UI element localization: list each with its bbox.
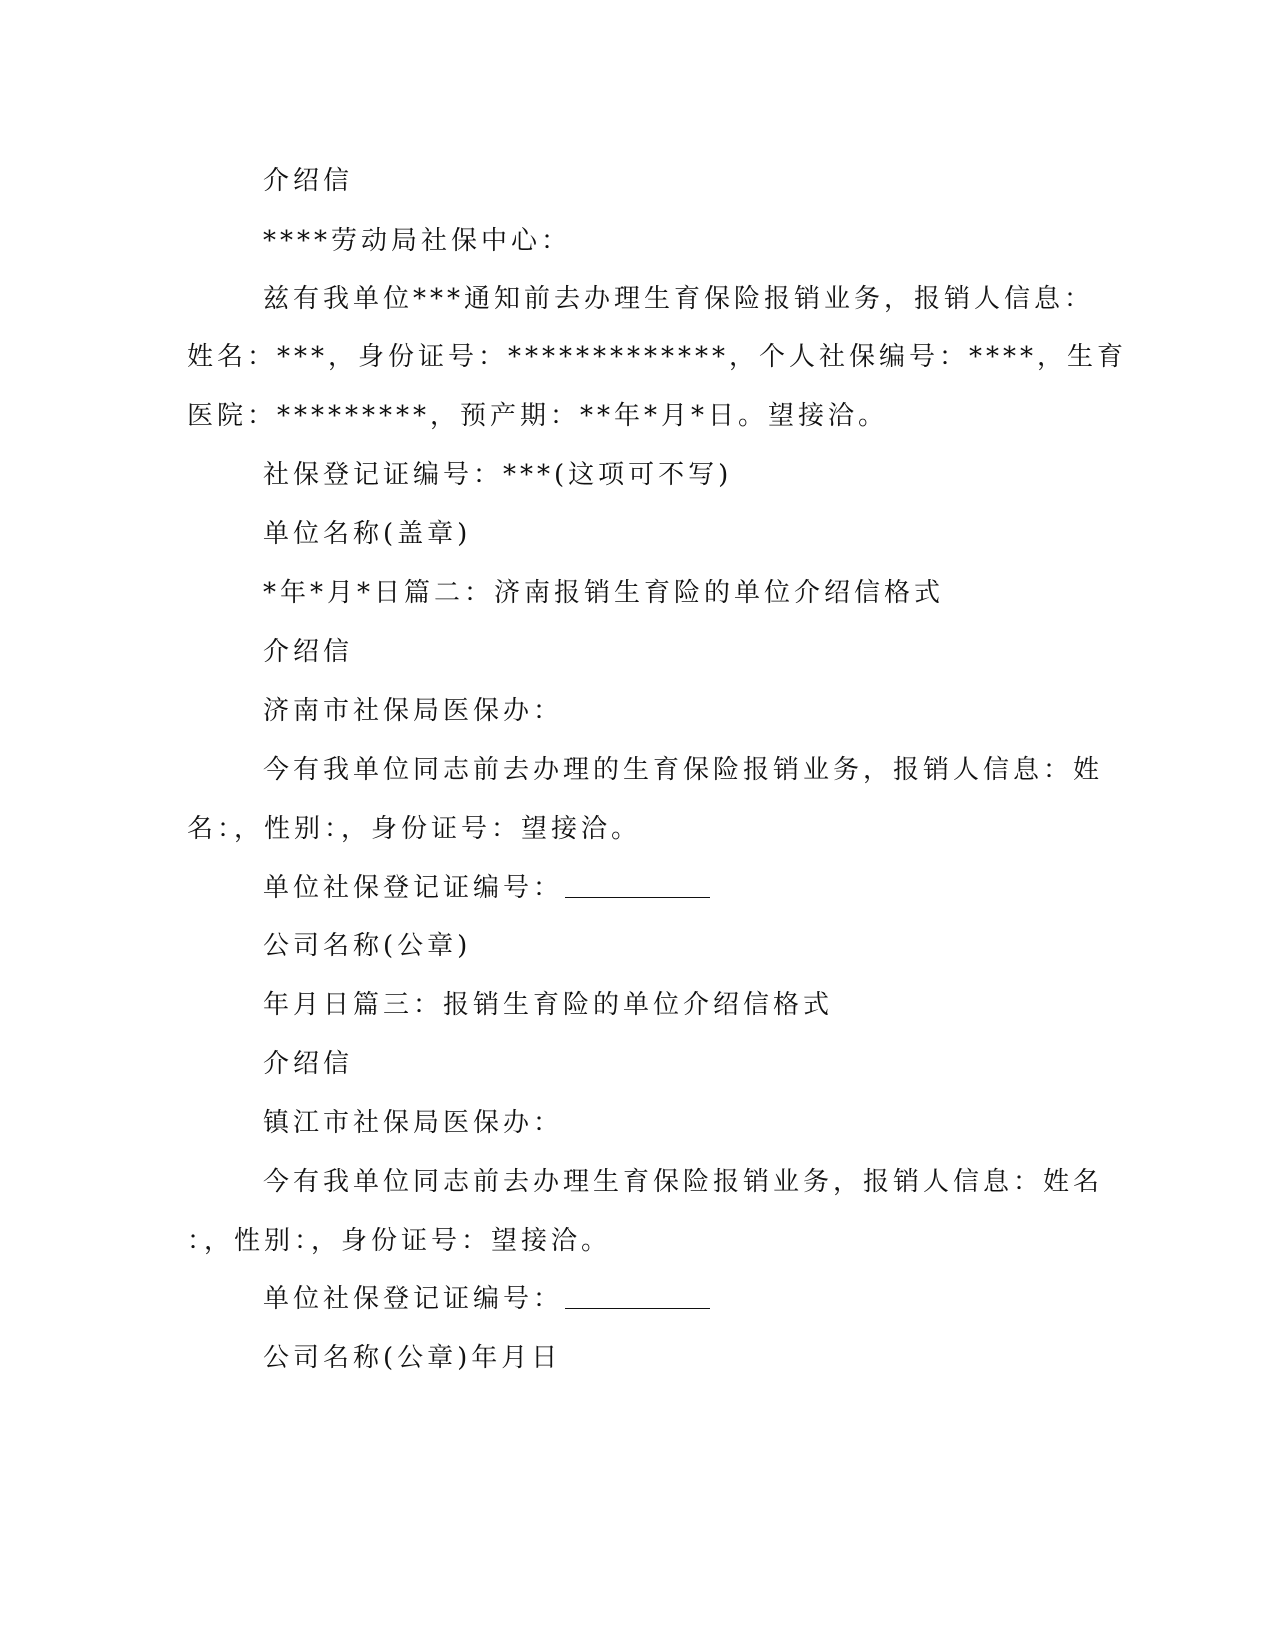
unit-name-1: 单位名称(盖章): [263, 519, 472, 549]
body-line: 今有我单位同志前去办理的生育保险报销业务，报销人信息：姓: [263, 755, 1104, 785]
body-line: 名：，性别：，身份证号：望接洽。: [187, 814, 642, 844]
body-line: 今有我单位同志前去办理生育保险报销业务，报销人信息：姓名: [263, 1167, 1104, 1197]
company-name-2: 公司名称(公章): [263, 931, 472, 961]
body-line: 姓名：***，身份证号：*************，个人社保编号：****，生育: [187, 342, 1128, 372]
body-line: 医院：*********，预产期：**年*月*日。望接洽。: [187, 401, 889, 431]
letter-title-2: 介绍信: [263, 637, 354, 667]
registration-label: 单位社保登记证编号：: [263, 873, 564, 903]
recipient-2: 济南市社保局医保办：: [263, 696, 564, 726]
letter-title-1: 介绍信: [263, 166, 354, 196]
company-name-and-date-3: 公司名称(公章)年月日: [263, 1343, 562, 1373]
date-and-section-heading-3: 年月日篇三：报销生育险的单位介绍信格式: [263, 990, 834, 1020]
fill-in-blank: [565, 1284, 710, 1309]
registration-number-1: 社保登记证编号：***(这项可不写): [263, 460, 733, 490]
letter-title-3: 介绍信: [263, 1049, 354, 1079]
body-line: ：，性别：，身份证号：望接洽。: [187, 1226, 612, 1256]
registration-number-3: [263, 1284, 710, 1314]
body-line: 兹有我单位***通知前去办理生育保险报销业务，报销人信息：: [263, 284, 1095, 314]
fill-in-blank: [565, 873, 710, 898]
date-and-section-heading-2: *年*月*日篇二：济南报销生育险的单位介绍信格式: [263, 578, 945, 608]
registration-number-2: [263, 873, 710, 903]
registration-label: 单位社保登记证编号：: [263, 1284, 564, 1314]
recipient-3: 镇江市社保局医保办：: [263, 1108, 564, 1138]
recipient-1: ****劳动局社保中心：: [263, 226, 572, 256]
